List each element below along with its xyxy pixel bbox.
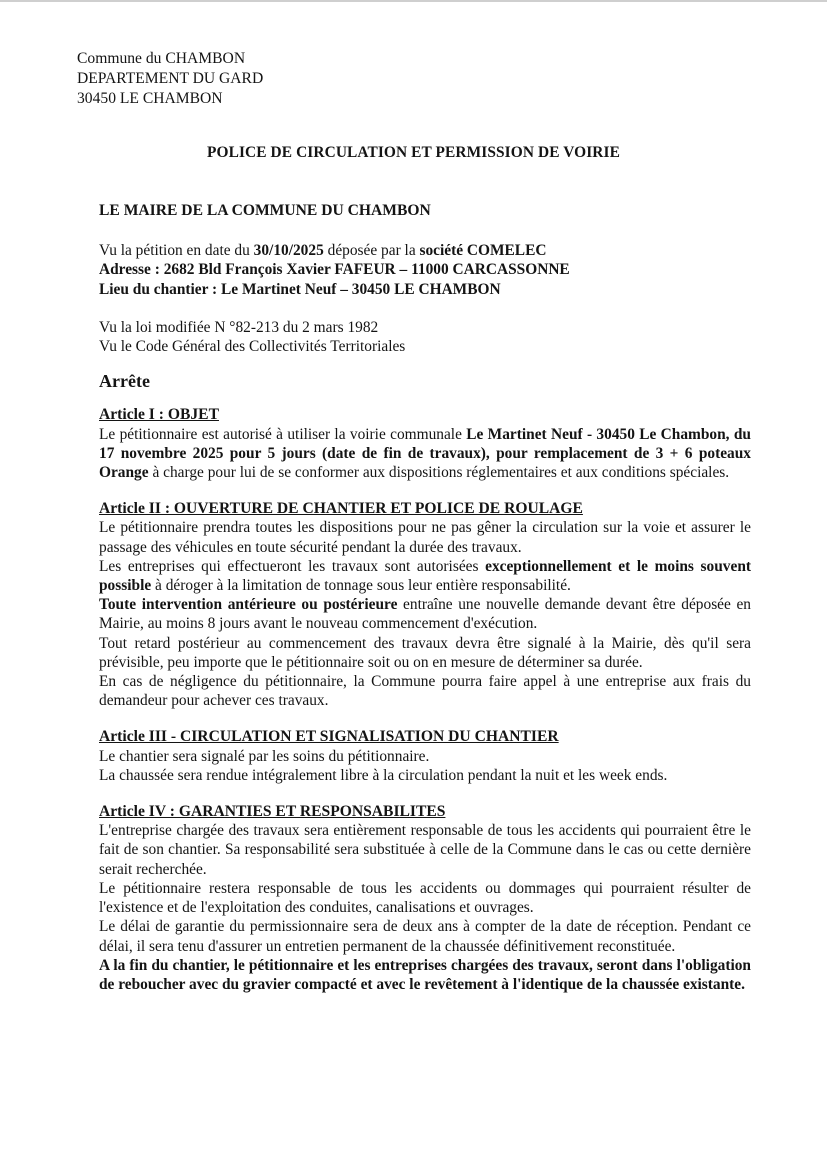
- laws-block: [99, 318, 751, 356]
- address-text: Adresse : 2682 Bld François Xavier FAFEUR – 11000 CARCASSONNE: [99, 261, 570, 279]
- article-1-t1: Le pétitionnaire est autorisé à utiliser la voirie communale: [99, 425, 467, 443]
- law-1: Vu la loi modifiée N °82-213 du 2 mars 1982: [99, 318, 379, 336]
- article-2-p2a: Les entreprises qui effectueront les travaux sont autorisées: [99, 557, 486, 575]
- article-2-p3b: entraîne une nouvelle demande devant être déposée en Mairie, au moins 8 jours avant le nouveau commencement d'exécution.: [99, 596, 752, 633]
- article-3-title: Article III - CIRCULATION ET SIGNALISATION DU CHANTIER: [99, 728, 559, 746]
- arrete-heading: Arrête: [99, 371, 150, 392]
- article-2-p2b: exceptionnellement et le moins souvent possible: [99, 557, 752, 595]
- article-3: [99, 727, 751, 785]
- header-department: DEPARTEMENT DU GARD: [77, 70, 264, 87]
- article-2: [99, 499, 751, 710]
- document-body: [99, 201, 751, 994]
- petition-line: [99, 241, 751, 260]
- petition-address: [99, 260, 751, 279]
- site-text: Lieu du chantier : Le Martinet Neuf – 30450 LE CHAMBON: [99, 280, 501, 298]
- petition-text: Vu la pétition en date du: [99, 242, 254, 260]
- law-2: Vu le Code Général des Collectivités Territoriales: [99, 338, 406, 356]
- article-2-p4: Tout retard postérieur au commencement des travaux devra être signalé à la Mairie, dès qu'il sera prévisible, peu importe que le pétitionnaire soit ou on en mesure de déterminer sa durée.: [99, 634, 751, 671]
- petition-text-2: déposée par la: [323, 242, 420, 260]
- article-4-p1: L'entreprise chargée des travaux sera entièrement responsable de tous les accidents qui pourraient être le fait de son chantier. Sa responsabilité sera substituée à celle de la Commune dans le cas ou cette dernière serait recherchée.: [99, 822, 751, 878]
- article-4: [99, 802, 751, 994]
- scan-edge: [0, 0, 827, 2]
- petition-date: 30/10/2025: [253, 242, 324, 260]
- article-3-p2: La chaussée sera rendue intégralement libre à la circulation pendant la nuit et les week ends.: [99, 766, 668, 784]
- article-1-bold: Le Martinet Neuf - 30450 Le Chambon, du 17 novembre 2025 pour 5 jours (date de fin de travaux), pour remplacement de 3 + 6 poteaux Orange: [99, 425, 751, 482]
- article-1-t2: à charge pour lui de se conformer aux dispositions réglementaires et aux conditions spéciales.: [148, 464, 730, 482]
- petition-company: société COMELEC: [419, 242, 547, 260]
- petition-block: [99, 241, 751, 299]
- article-2-title: Article II : OUVERTURE DE CHANTIER ET POLICE DE ROULAGE: [99, 500, 583, 518]
- petition-site: [99, 280, 751, 299]
- article-4-p4: A la fin du chantier, le pétitionnaire et les entreprises chargées des travaux, seront dans l'obligation de reboucher avec du gravier compacté et avec le revêtement à l'identique de la chaussée existante.: [99, 956, 751, 993]
- article-4-p2: Le pétitionnaire restera responsable de tous les accidents ou dommages qui pourraient résulter de l'existence et de l'exploitation des conduites, canalisations et ouvrages.: [99, 879, 751, 917]
- article-3-p1: Le chantier sera signalé par les soins du pétitionnaire.: [99, 747, 430, 765]
- commune-header: [77, 49, 263, 109]
- article-2-p3a: Toute intervention antérieure ou postérieure: [99, 596, 398, 614]
- article-1: [99, 405, 751, 482]
- header-postal: 30450 LE CHAMBON: [77, 90, 223, 107]
- article-2-p2c: à déroger à la limitation de tonnage sous leur entière responsabilité.: [151, 577, 571, 595]
- article-2-p3: [99, 595, 751, 633]
- mayor-heading: LE MAIRE DE LA COMMUNE DU CHAMBON: [99, 202, 431, 219]
- article-4-p3: Le délai de garantie du permissionnaire sera de deux ans à compter de la date de réception. Pendant ce délai, il sera tenu d'assurer un entretien permanent de la chaussée définitivement reconstituée.: [99, 918, 751, 955]
- document-title: POLICE DE CIRCULATION ET PERMISSION DE VOIRIE: [207, 144, 620, 161]
- article-2-p5: En cas de négligence du pétitionnaire, la Commune pourra faire appel à une entreprise aux frais du demandeur pour achever ces travaux.: [99, 673, 751, 710]
- header-commune: Commune du CHAMBON: [77, 50, 246, 67]
- article-1-text: [99, 425, 751, 483]
- article-1-title: Article I : OBJET: [99, 406, 219, 424]
- article-4-title: Article IV : GARANTIES ET RESPONSABILITES: [99, 803, 446, 821]
- article-2-p2: [99, 557, 751, 595]
- article-2-p1: Le pétitionnaire prendra toutes les dispositions pour ne pas gêner la circulation sur la voie et assurer le passage des véhicules en toute sécurité pendant la durée des travaux.: [99, 519, 751, 556]
